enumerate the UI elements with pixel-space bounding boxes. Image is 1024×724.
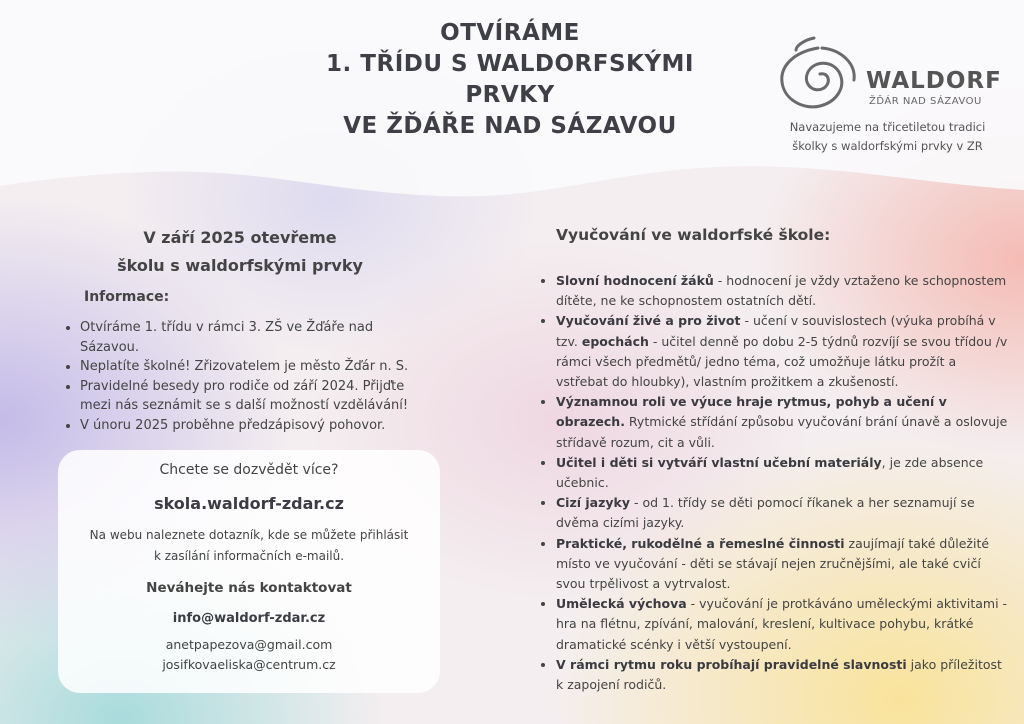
info-label: Informace: — [84, 289, 170, 305]
item-bold: Umělecká výchova — [556, 596, 687, 612]
teaching-item — [556, 392, 1011, 453]
right-heading: Vyučování ve waldorfské škole: — [556, 226, 831, 244]
card-question: Chcete se dozvědět více? — [159, 462, 339, 478]
email-link[interactable]: josifkovaeliska@centrum.cz — [162, 657, 336, 672]
teaching-item — [556, 271, 1011, 311]
item-bold: Vyučování živé a pro život — [556, 313, 741, 329]
info-item: • Pravidelné besedy pro rodiče od září 2024. Přijďte mezi nás seznámit se s další možností vzdělávání! — [80, 377, 430, 416]
teaching-item — [556, 655, 1011, 695]
left-heading — [100, 224, 380, 280]
item-bold: Významnou roli ve výuce hraje rytmus, pohyb a učení v obrazech. — [556, 394, 947, 430]
title-line: VE ŽĎÁŘE NAD SÁZAVOU — [343, 113, 677, 139]
logo-subtitle: ŽĎÁR NAD SÁZAVOU — [869, 96, 982, 107]
item-text: - vyučování je protkáváno uměleckými aktivitami - hra na flétnu, zpívání, malování, kreslení, kultivace pohybu, krátké dramatické scénky i větší vystoupení. — [556, 596, 1008, 652]
item-bold: Praktické, rukodělné a řemeslné činnosti — [556, 535, 845, 551]
email-link[interactable]: anetpapezova@gmail.com — [165, 637, 333, 652]
card-note — [68, 525, 430, 567]
spiral-logo-icon — [774, 30, 864, 115]
item-text: - od 1. třídy se děti pomocí říkanek a her seznamují se dvěma cizími jazyky. — [556, 495, 975, 531]
item-bold: Slovní hodnocení žáků — [556, 273, 714, 288]
website-link[interactable]: skola.waldorf-zdar.cz — [154, 494, 344, 513]
card-note-line: Na webu naleznete dotazník, kde se můžete přihlásit — [89, 528, 409, 542]
teaching-item — [556, 453, 1011, 493]
left-heading-line: školu s waldorfskými prvky — [117, 256, 363, 275]
card-note-line: k zasílání informačních e-mailů. — [153, 549, 345, 563]
info-item: • Otvíráme 1. třídu v rámci 3. ZŠ ve Žďáře nad Sázavou. — [80, 318, 430, 357]
item-text: Rytmické střídání způsobu vyučování brání únavě a oslovuje střídavě rozum, cit a vůli. — [556, 414, 1008, 450]
teaching-item — [556, 493, 1011, 533]
info-item: • V únoru 2025 proběhne předzápisový pohovor. — [80, 416, 430, 436]
teaching-item — [556, 311, 1011, 392]
item-bold: Cizí jazyky — [556, 495, 630, 511]
item-text: zaujímají také důležité místo ve vyučování - děti se stávají nejen zručnějšími, ale také cvičí svou trpělivost a vytrvalost. — [556, 535, 990, 592]
info-item: • Neplatíte školné! Zřizovatelem je město Žďár n. S. — [80, 357, 430, 377]
item-text: jako příležitost k zapojení rodičů. — [556, 656, 1002, 693]
item-bold: V rámci rytmu roku probíhají pravidelné slavnosti — [556, 656, 907, 672]
teaching-list — [540, 271, 1011, 695]
teaching-item — [556, 594, 1011, 655]
teaching-item — [556, 534, 1011, 595]
title-line: OTVÍRÁME — [440, 20, 580, 46]
tagline: Navazujeme na třicetiletou tradici školky s waldorfskými prvky v ZR — [789, 120, 986, 153]
contact-heading: Neváhejte nás kontaktovat — [146, 580, 352, 596]
page-title — [260, 18, 760, 142]
item-text: - učení v souvislostech (výuka probíhá v tzv. — [556, 313, 996, 349]
title-line: 1. TŘÍDU S WALDORFSKÝMI — [326, 51, 694, 77]
email-main-link[interactable]: info@waldorf-zdar.cz — [172, 611, 326, 626]
item-text: - hodnocení je vždy vztaženo ke schopnostem dítěte, ne ke schopnostem ostatních dětí. — [556, 273, 1007, 309]
item-bold: Učitel i děti si vytváří vlastní učební materiály — [556, 454, 882, 470]
title-line: PRVKY — [465, 82, 555, 108]
info-list — [62, 318, 430, 435]
logo-word: WALDORF — [866, 68, 1002, 94]
contact-card — [58, 450, 440, 693]
item-bold: epochách — [581, 333, 649, 349]
left-heading-line: V září 2025 otevřeme — [143, 228, 337, 247]
item-text: , je zde absence učebnic. — [556, 454, 984, 491]
item-text: - učitel denně po dobu 2-5 týdnů rozvíjí se svou třídou /v rámci všech předmětů/ jedno téma, což umožňuje látku prožít a vstřebat do hloubky), vlastním prožitkem a zkušeností. — [556, 333, 1008, 390]
logo — [774, 30, 1004, 115]
